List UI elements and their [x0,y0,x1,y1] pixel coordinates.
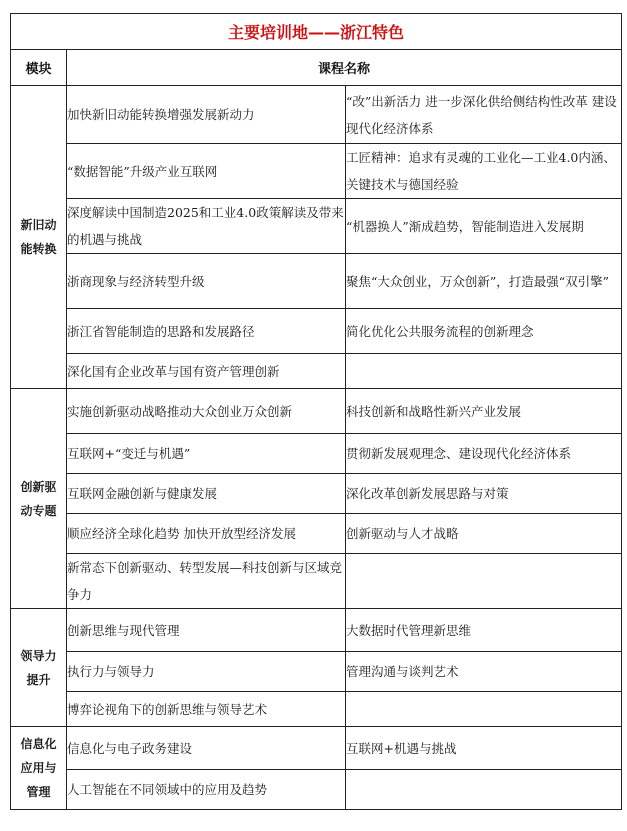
course-name: 创新驱动与人才战略 [346,526,459,541]
course-name: 大数据时代管理新思维 [346,622,472,638]
module-label-line: 能转换 [20,242,57,256]
module-label-line: 提升 [26,672,51,687]
module-cell [11,609,67,727]
course-cell-right [346,254,622,309]
course-name: 深度解读中国制造2025和工业4.0政策解读及带来的机遇与挑战 [67,205,344,247]
course-cell-left [67,727,346,770]
table-row [11,554,622,609]
course-cell-left [67,609,346,652]
course-cell-left [67,86,346,144]
course-cell-left [67,354,346,389]
module-label-line: 新旧动 [20,218,57,232]
module-label-line: 动专题 [20,503,57,518]
course-name: 人工智能在不同领域中的应用及趋势 [67,782,268,797]
table-row [11,434,622,474]
course-cell-left [67,770,346,810]
course-cell-right [346,354,622,389]
course-cell-left [67,514,346,554]
table-row [11,389,622,434]
table-row [11,86,622,144]
course-name: 深化改革创新发展思路与对策 [346,486,509,501]
course-name: 执行力与领导力 [67,664,155,679]
course-cell-right [346,609,622,652]
course-name: 顺应经济全球化趋势 加快开放型经济发展 [67,526,296,541]
table-row [11,727,622,770]
module-cell [11,389,67,609]
course-cell-right [346,144,622,199]
course-table [10,13,622,810]
course-name: 浙江省智能制造的思路和发展路径 [67,323,255,339]
table-row [11,514,622,554]
course-name: 聚焦“大众创业，万众创新”，打造最强“双引擎” [346,273,610,289]
course-name: 实施创新驱动战略推动大众创业万众创新 [67,403,293,419]
course-cell-right [346,434,622,474]
course-cell-left [67,254,346,309]
course-name: 科技创新和战略性新兴产业发展 [346,403,522,419]
header-row [11,50,622,86]
course-name: 新常态下创新驱动、转型发展—科技创新与区域竞争力 [67,560,343,602]
module-cell [11,727,67,810]
course-cell-right [346,309,622,354]
course-name: “数据智能”升级产业互联网 [67,163,218,179]
course-cell-right [346,389,622,434]
course-name: 互联网+机遇与挑战 [346,740,457,756]
course-cell-right [346,474,622,514]
module-header: 模块 [11,50,67,86]
course-cell-left [67,309,346,354]
table-row [11,309,622,354]
table-row [11,770,622,810]
title-row [11,14,622,50]
course-name: 博弈论视角下的创新思维与领导艺术 [67,701,268,717]
module-label-line: 创新驱 [20,479,57,494]
course-name: “机器换人”渐成趋势，智能制造进入发展期 [346,218,584,234]
course-cell-right [346,86,622,144]
course-name: 信息化与电子政务建设 [67,740,193,756]
course-cell-left [67,199,346,254]
course-cell-right [346,770,622,810]
table-row [11,144,622,199]
course-cell-right [346,652,622,692]
table-row [11,609,622,652]
course-cell-right [346,554,622,609]
course-name: 深化国有企业改革与国有资产管理创新 [67,363,280,379]
course-cell-left [67,144,346,199]
course-cell-right [346,199,622,254]
course-cell-left [67,692,346,727]
course-cell-left [67,554,346,609]
course-cell-left [67,652,346,692]
module-label-line: 应用与 [20,761,57,775]
module-label-line: 领导力 [20,648,57,663]
table-row [11,254,622,309]
table-title: 主要培训地——浙江特色 [11,14,622,50]
module-label-line: 信息化 [20,737,57,751]
table-row [11,474,622,514]
course-cell-left [67,434,346,474]
course-name: 工匠精神：追求有灵魂的工业化—工业4.0内涵、关键技术与德国经验 [346,150,616,192]
course-header: 课程名称 [67,50,622,86]
module-cell [11,86,67,389]
course-cell-left [67,389,346,434]
course-name: 管理沟通与谈判艺术 [346,664,459,679]
course-name: 创新思维与现代管理 [67,622,180,638]
table-row [11,652,622,692]
course-cell-right [346,727,622,770]
course-name: 互联网+“变迁与机遇” [67,446,191,461]
module-label-line: 管理 [26,785,51,799]
table-row [11,692,622,727]
course-name: 简化优化公共服务流程的创新理念 [346,323,534,339]
course-name: 浙商现象与经济转型升级 [67,273,205,289]
course-cell-left [67,474,346,514]
course-name: “改”出新活力 进一步深化供给侧结构性改革 建设现代化经济体系 [346,93,617,136]
table-row [11,199,622,254]
course-name: 加快新旧动能转换增强发展新动力 [67,107,255,122]
course-name: 贯彻新发展观理念、建设现代化经济体系 [346,446,572,461]
course-cell-right [346,692,622,727]
course-cell-right [346,514,622,554]
table-row [11,354,622,389]
course-name: 互联网金融创新与健康发展 [67,486,218,501]
